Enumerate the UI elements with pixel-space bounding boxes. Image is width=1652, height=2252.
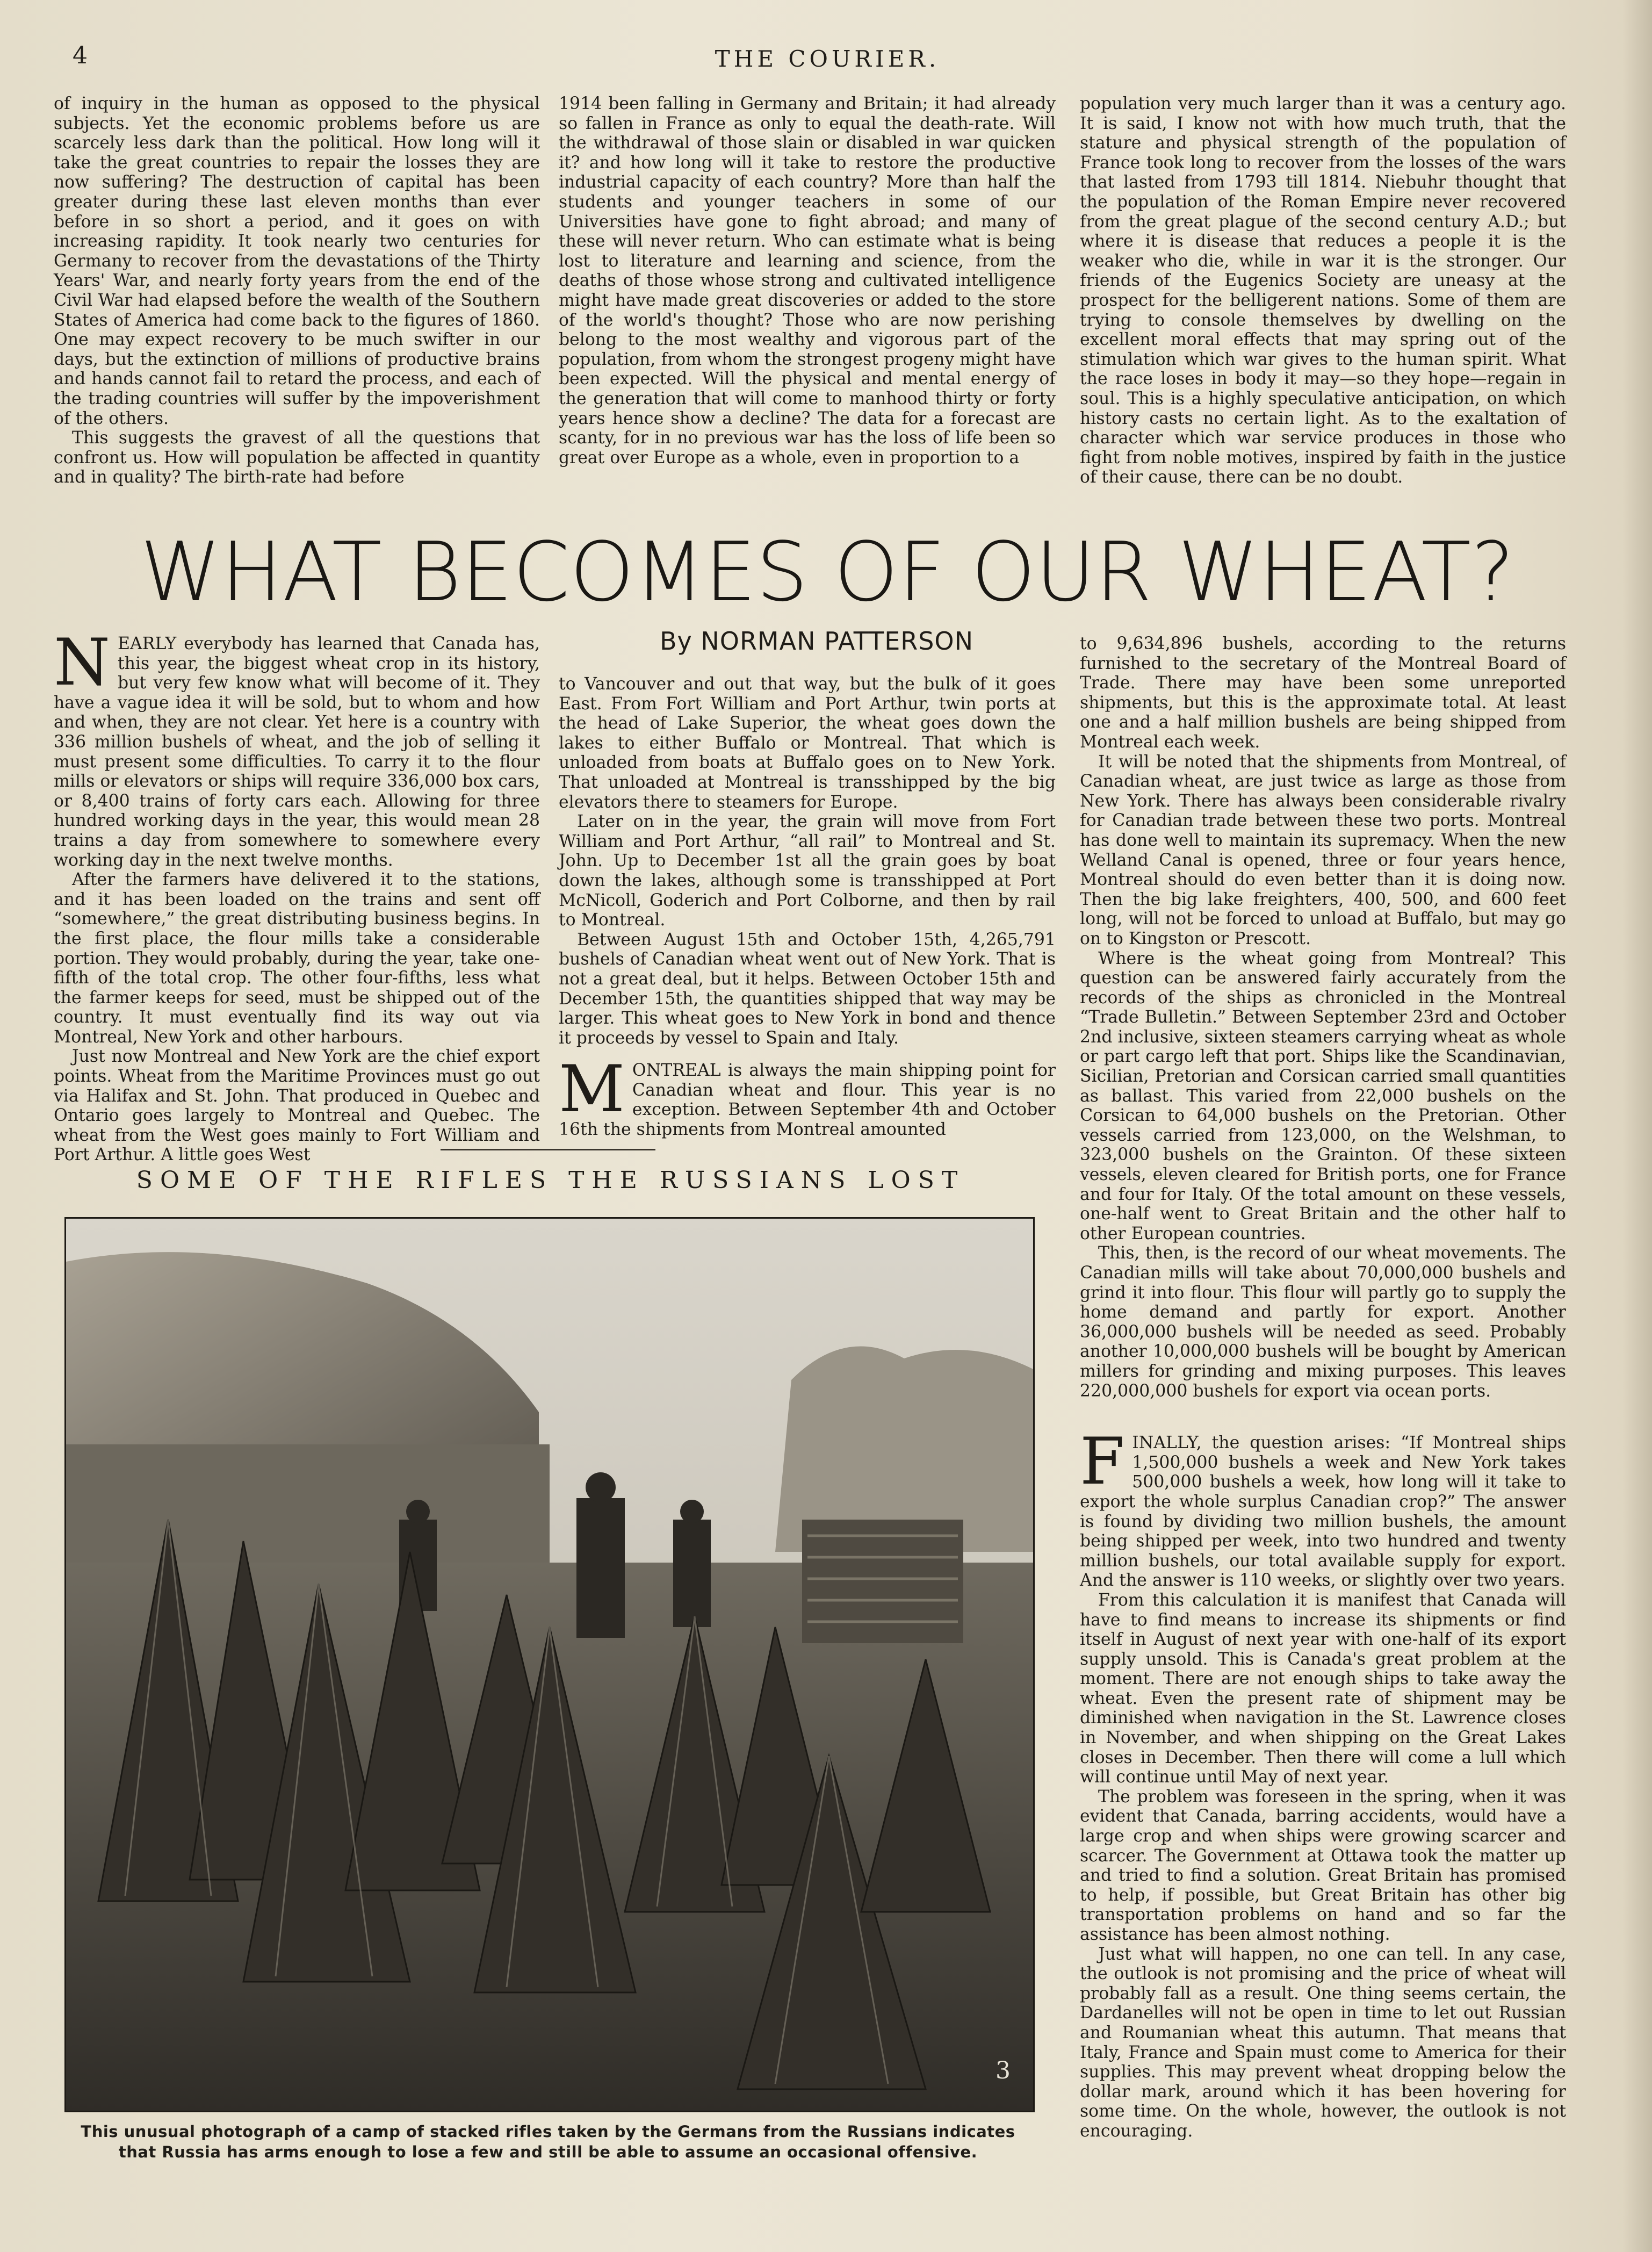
article-col2-para-2: Later on in the year, the grain will move from Fort William and Port Arthur, “all rail” to Montreal and St. John. Up to December 1st all the grain goes by boat down the lakes, although some is transshipped at Port McNicoll, Goderich and Port Colborne, and then by rail to Montreal. xyxy=(559,812,1056,930)
first-para-text: everybody has learned that Canada has, this year, the biggest wheat crop in its history, but very few know what will become of it. They have a vague idea it will be sold, but to whom and how and when, they are not clear. Yet here is a country with 336 million bushels of wheat, and the job of selling it must present some difficulties. To carry it to the flour mills or elevators or ships will require 336,000 box cars, or 8,400 trains of forty cars each. Allowing for three hundred working days in the year, this would mean 28 trains a day from somewhere to somewhere every working day in the next twelve months. xyxy=(54,634,540,870)
lead-word: EARLY xyxy=(118,634,177,653)
photo-title: SOME OF THE RIFLES THE RUSSIANS LOST xyxy=(136,1167,965,1194)
top-col1-para-2: This suggests the gravest of all the questions that confront us. How will population be affected in quantity and in quality? The birth-rate had before xyxy=(54,428,540,487)
publication-running-head: THE COURIER. xyxy=(715,46,940,72)
article-byline: By NORMAN PATTERSON xyxy=(659,627,974,656)
montreal-para-text: is always the main shipping point for Canadian wheat and flour. This year is no exception. Between September 4th and October 16th the shipments from Montreal amounted xyxy=(559,1061,1056,1140)
article-col1-first-para xyxy=(54,625,540,870)
lead-word-montreal: ONTREAL xyxy=(632,1061,721,1081)
finally-para-text: the question arises: “If Montreal ships 1,500,000 bushels a week and New York takes 500,000 bushels a week, how long will it take to export the whole surplus Canadian crop?” The answer is found by dividing two million bushels, the amount being shipped per week, into two hundred and twenty million bushels, our total available supply for export. And the answer is 110 weeks, or slightly over two years. xyxy=(1080,1433,1566,1591)
photo-caption xyxy=(43,2121,1053,2162)
article-col2-para-1: to Vancouver and out that way, but the bulk of it goes East. From Fort William and Port Arthur, twin ports at the head of Lake Superior, the wheat goes down the lakes to either Buffalo or Montreal. That which is unloaded from boats at Buffalo goes on to New York. That unloaded at Montreal is transshipped by the big elevators there to steamers for Europe. xyxy=(559,674,1056,812)
rifle-stacks-photograph xyxy=(64,1217,1035,2112)
article-col3-para-6: From this calculation it is manifest that Canada will have to find means to increase its shipments or find itself in August of next year with one-half of its export supply unsold. This is Canada's great problem at the moment. There are not enough ships to take away the wheat. Even the present rate of shipment may be diminished when navigation in the St. Lawrence closes in November, and when shipping on the Great Lakes closes in December. Then there will come a lull which will continue until May of next year. xyxy=(1080,1590,1566,1787)
article-col3-para-8: Just what will happen, no one can tell. In any case, the outlook is not promising and the price of wheat will probably fall as a result. One thing seems certain, the Dardanelles will not be open in time to let out Russian and Roumanian wheat this autumn. That means that Italy, France and Spain must come to America for their supplies. This may prevent wheat dropping below the dollar mark, around which it has been hovering for some time. On the whole, however, the outlook is not encouraging. xyxy=(1080,1944,1566,2141)
article-column-1 xyxy=(54,625,540,1165)
article-col2-montreal-para xyxy=(559,1052,1056,1140)
page-number: 4 xyxy=(73,42,88,69)
article-col3-para-2: It will be noted that the shipments from Montreal, of Canadian wheat, are just twice as large as those from New York. There has always been considerable rivalry for Canadian trade between these two ports. Montreal has done well to maintain its supremacy. When the new Welland Canal is opened, three or four years hence, Montreal should do even better than it is doing now. Then the big lake freighters, 400, 500, and 600 feet long, will not be forced to unload at Buffalo, but may go on to Kingston or Prescott. xyxy=(1080,752,1566,948)
top-col2-para-1: 1914 been falling in Germany and Britain; it had already so fallen in France as only to equal the death-rate. Will the withdrawal of those slain or disabled in war quicken it? and how long will it take to restore the productive industrial capacity of each country? More than half the students and younger teachers in some of our Universities have gone to fight abroad; and many of these will never return. Who can estimate what is being lost to literature and learning and science, from the deaths of those whose strong and cultivated intelligence might have made great discoveries or added to the store of the world's thought? Those who are now perishing belong to the most wealthy and vigorous part of the population, from whom the strongest progeny might have been expected. Will the physical and mental energy of the generation that will come to manhood thirty or forty years hence show a decline? The data for a forecast are scanty, for in no previous war has the loss of life been so great over Europe as a whole, even in proportion to a xyxy=(559,94,1056,467)
article-column-2 xyxy=(559,674,1056,1139)
lead-word-finally: INALLY, xyxy=(1132,1433,1202,1453)
top-col3-para-1: population very much larger than it was a century ago. It is said, I know not with how much truth, that the stature and physical strength of the population of France took long to recover from the losses of the wars that lasted from 1793 till 1814. Niebuhr thought that the population of the Roman Empire never recovered from the great plague of the second century A.D.; but where it is disease that reduces a people it is the weaker who die, while in war it is the stronger. Our friends of the Eugenics Society are uneasy at the prospect for the belligerent nations. Some of them are trying to console themselves by dwelling on the excellent moral effects that may spring out of the stimulation which war gives to the human spirit. What the race loses in body it may—so they hope—regain in soul. This is a highly speculative anticipation, on which history casts no certain light. As to the exaltation of character which war service produces in those who fight from noble motives, inspired by faith in the justice of their cause, there can be no doubt. xyxy=(1080,94,1566,487)
stacked-rifle-pile xyxy=(802,1520,963,1643)
article-col3-para-4: This, then, is the record of our wheat movements. The Canadian mills will take about 70,000,000 bushels and grind it into flour. This flour will partly go to supply the home demand and partly for export. Another 36,000,000 bushels will be needed as seed. Probably another 10,000,000 bushels will be bought by American millers for grinding and mixing purposes. This leaves 220,000,000 bushels for export via ocean ports. xyxy=(1080,1243,1566,1401)
top-column-1 xyxy=(54,94,540,500)
article-col3-para-1: to 9,634,896 bushels, according to the returns furnished to the secretary of the Montreal Board of Trade. There may have been some unreported shipments, but this is the approximate total. At least one and a half million bushels are being shipped from Montreal each week. xyxy=(1080,634,1566,752)
caption-line-1: This unusual photograph of a camp of stacked rifles taken by the Germans from the Russians indicates xyxy=(81,2123,1015,2141)
article-col3-finally-para xyxy=(1080,1424,1566,1591)
article-column-3 xyxy=(1080,634,1566,2219)
dropcap-m: M xyxy=(559,1052,625,1127)
section-divider-rule xyxy=(441,1149,655,1150)
dropcap-n: N xyxy=(54,625,110,700)
article-col1-para-2: After the farmers have delivered it to the stations, and it has been loaded on the trains and sent off “somewhere,” the great distributing business begins. In the first place, the flour mills take a considerable portion. They would probably, during the year, take one-fifth of the total crop. The other four-fifths, less what the farmer keeps for seed, must be shipped out of the country. It must eventually find its way out via Montreal, New York and other harbours. xyxy=(54,870,540,1047)
photo-corner-mark: 3 xyxy=(995,2057,1011,2084)
caption-line-2: that Russia has arms enough to lose a few and still be able to assume an occasional offensive. xyxy=(118,2143,978,2161)
article-headline: WHAT BECOMES OF OUR WHEAT? xyxy=(140,524,1514,620)
top-column-2 xyxy=(559,94,1056,500)
top-column-3 xyxy=(1080,94,1566,500)
article-col3-para-7: The problem was foreseen in the spring, when it was evident that Canada, barring accidents, would have a large crop and when ships were growing scarcer and scarcer. The Government at Ottawa took the matter up and tried to find a solution. Great Britain has promised to help, if possible, but Great Britain has other big transportation problems on hand and so far the assistance has been almost nothing. xyxy=(1080,1787,1566,1944)
page-edge-shadow xyxy=(1622,0,1652,2252)
article-col3-para-3: Where is the wheat going from Montreal? This question can be answered fairly accurately from the records of the ships as chronicled in the Montreal “Trade Bulletin.” Between September 23rd and October 2nd inclusive, sixteen steamers carrying wheat as whole or part cargo left that port. Ships like the Scandinavian, Sicilian, Pretorian and Corsican carried small quantities as ballast. This varied from 22,000 bushels on the Corsican to 64,000 bushels on the Pretorian. Other vessels carried from 123,000, on the Welshman, to 323,000 bushels on the Grainton. Of these sixteen vessels, eleven cleared for British ports, one for France and four for Italy. Of the total amount on these vessels, one-half went to Great Britain and the other half to other European countries. xyxy=(1080,948,1566,1243)
article-col1-para-3: Just now Montreal and New York are the chief export points. Wheat from the Maritime Provinces must go out via Halifax and St. John. That produced in Quebec and Ontario goes largely to Montreal and Quebec. The wheat from the West goes mainly to Fort William and Port Arthur. A little goes West xyxy=(54,1047,540,1165)
dropcap-f: F xyxy=(1080,1424,1125,1500)
article-col2-para-3: Between August 15th and October 15th, 4,265,791 bushels of Canadian wheat went out of New York. That is not a great deal, but it helps. Between October 15th and December 15th, the quantities shipped that way may be larger. This wheat goes to New York in bond and thence it proceeds by vessel to Spain and Italy. xyxy=(559,930,1056,1048)
top-col1-para-1: of inquiry in the human as opposed to the physical subjects. Yet the economic problems before us are scarcely less dark than the political. How long will it take the great countries to repair the losses they are now suffering? The destruction of capital has been greater during these last eleven months than ever before in so short a period, and it goes on with increasing rapidity. It took nearly two centuries for Germany to recover from the devastations of the Thirty Years' War, and nearly forty years from the end of the Civil War had elapsed before the wealth of the Southern States of America had come back to the figures of 1860. One may expect recovery to be much swifter in our days, but the extinction of millions of productive brains and hands cannot fail to retard the process, and each of the trading countries will suffer by the impoverishment of the others. xyxy=(54,94,540,428)
photograph-illustration xyxy=(66,1219,1033,2111)
